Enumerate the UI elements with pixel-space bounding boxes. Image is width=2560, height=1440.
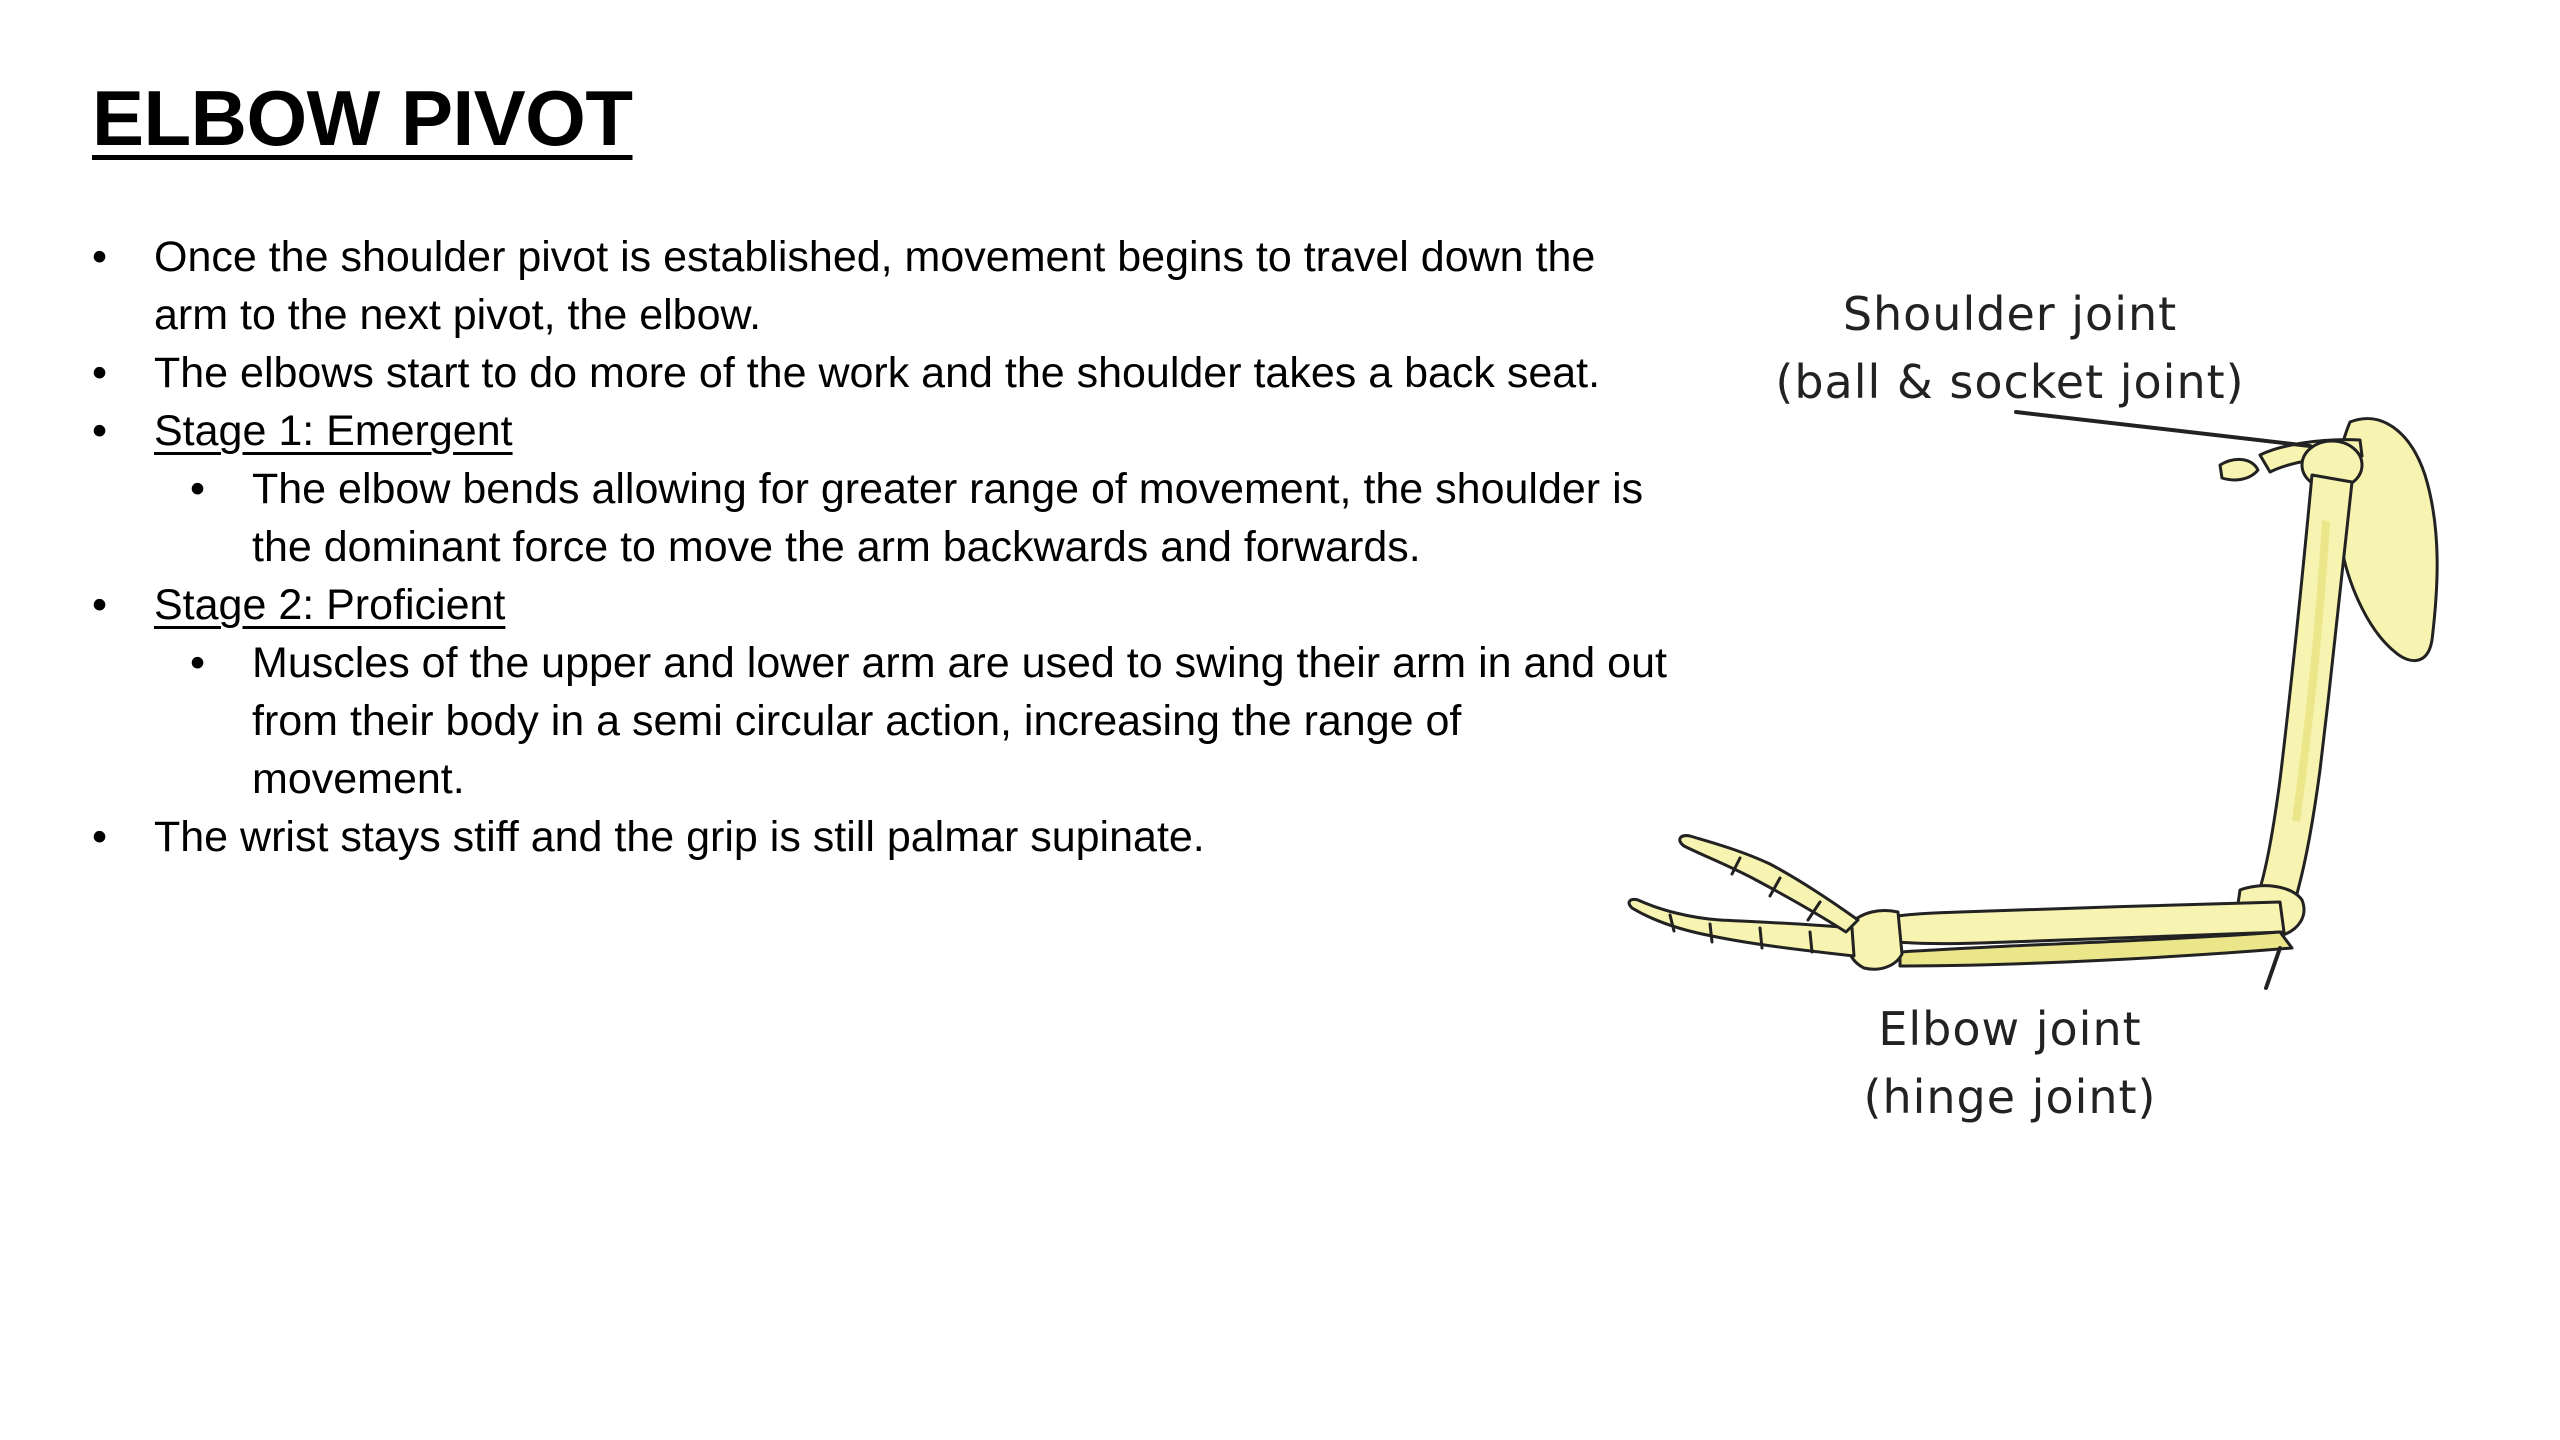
- bullet-marker: •: [190, 639, 206, 687]
- bullet-text: Once the shoulder pivot is established, movement begins to travel down the arm to the next pivot, the elbow.: [154, 233, 1596, 339]
- bullet-text: The wrist stays stiff and the grip is still palmar supinate.: [154, 813, 1205, 861]
- bullet-text: The elbow bends allowing for greater range of movement, the shoulder is the dominant force to move the arm backwards and forwards.: [252, 465, 1644, 571]
- bullet-list: [92, 228, 1672, 866]
- bullet-marker: •: [190, 465, 206, 513]
- bullet-marker: •: [92, 349, 108, 397]
- shoulder-label-line2: (ball & socket joint): [1775, 355, 2245, 409]
- stage-heading: Stage 2: Proficient: [154, 581, 506, 629]
- bullet-item: [92, 228, 1672, 344]
- humerus-bone: [2256, 475, 2352, 910]
- elbow-label-line1: Elbow joint: [1878, 1002, 2142, 1056]
- bullet-marker: •: [92, 813, 108, 861]
- bullet-text: Muscles of the upper and lower arm are used to swing their arm in and out from their body in a semi circular action, increasing the range of movement.: [252, 639, 1667, 803]
- elbow-pointer-line: [2266, 948, 2280, 988]
- shoulder-pointer-line: [2016, 412, 2310, 446]
- slide-title: ELBOW PIVOT: [92, 74, 633, 162]
- bullet-item: [92, 808, 1672, 866]
- bullet-marker: •: [92, 407, 108, 455]
- elbow-joint-label: [1840, 995, 2180, 1131]
- bullet-text: The elbows start to do more of the work and the shoulder takes a back seat.: [154, 349, 1601, 397]
- sub-bullet-item: [190, 634, 1672, 808]
- sub-bullet-item: [190, 460, 1672, 576]
- shoulder-joint-label: [1770, 280, 2250, 416]
- bullet-marker: •: [92, 581, 108, 629]
- stage-heading: Stage 1: Emergent: [154, 407, 513, 455]
- bullet-item: [92, 344, 1672, 402]
- bullet-marker: •: [92, 233, 108, 281]
- elbow-label-line2: (hinge joint): [1863, 1070, 2157, 1124]
- bullet-item: [92, 402, 1672, 460]
- arm-skeleton-diagram: [1580, 260, 2480, 1160]
- bullet-item: [92, 576, 1672, 634]
- shoulder-label-line1: Shoulder joint: [1842, 287, 2178, 341]
- coracoid-process: [2220, 459, 2258, 480]
